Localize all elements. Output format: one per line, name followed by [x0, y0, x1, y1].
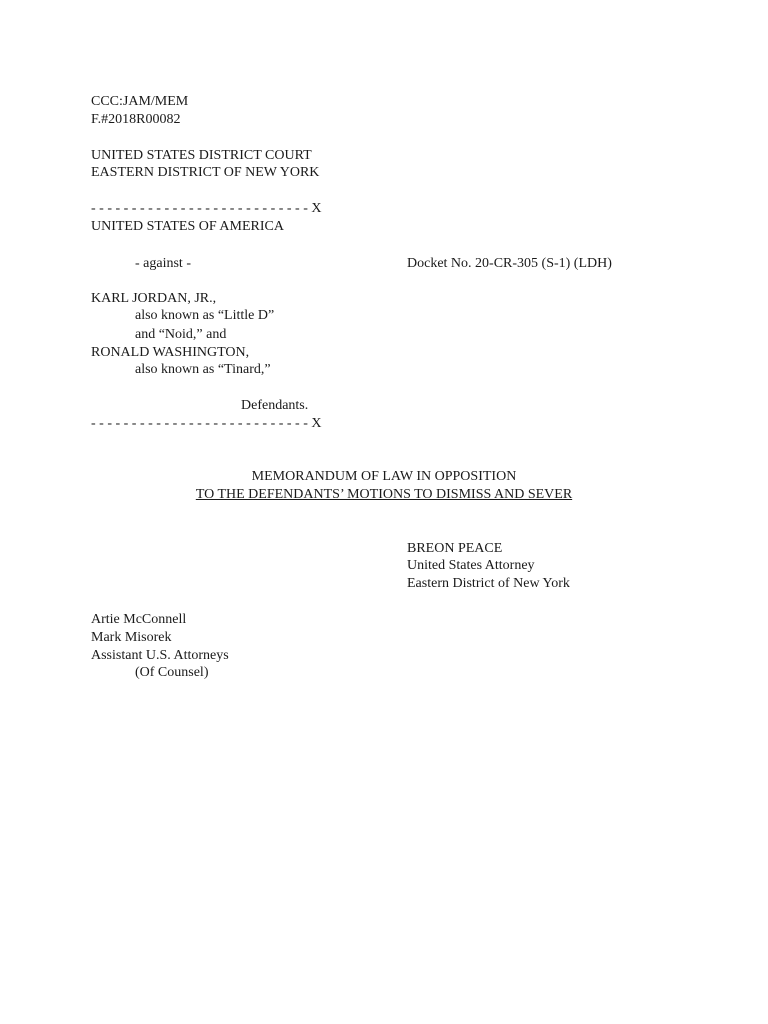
court-district: EASTERN DISTRICT OF NEW YORK — [91, 165, 320, 180]
docket-number: Docket No. 20-CR-305 (S-1) (LDH) — [407, 256, 612, 271]
document-title-line-1: MEMORANDUM OF LAW IN OPPOSITION — [251, 469, 517, 484]
defendant-1-aka-1: also known as “Little D” — [135, 308, 275, 323]
defendant-2-name: RONALD WASHINGTON, — [91, 345, 250, 360]
counsel-name-1: Artie McConnell — [91, 612, 187, 627]
file-initials: CCC:JAM/MEM — [91, 94, 189, 109]
signature-name: BREON PEACE — [407, 541, 503, 556]
defendant-1-name: KARL JORDAN, JR., — [91, 291, 217, 306]
counsel-name-2: Mark Misorek — [91, 630, 172, 645]
file-number: F.#2018R00082 — [91, 112, 181, 127]
plaintiff-name: UNITED STATES OF AMERICA — [91, 219, 284, 234]
against-label: - against - — [135, 256, 191, 271]
caption-rule-bottom: - - - - - - - - - - - - - - - - - - - - - - - - - - - X — [91, 416, 322, 431]
signature-title: United States Attorney — [407, 558, 535, 573]
defendants-label: Defendants. — [241, 398, 309, 413]
counsel-note: (Of Counsel) — [135, 665, 209, 680]
signature-district: Eastern District of New York — [407, 576, 570, 591]
caption-rule-top: - - - - - - - - - - - - - - - - - - - - - - - - - - - X — [91, 201, 322, 216]
defendant-2-aka: also known as “Tinard,” — [135, 362, 271, 377]
document-title-line-2: TO THE DEFENDANTS’ MOTIONS TO DISMISS AND SEVER — [195, 487, 573, 502]
court-name: UNITED STATES DISTRICT COURT — [91, 148, 312, 163]
counsel-role: Assistant U.S. Attorneys — [91, 648, 229, 663]
defendant-1-aka-2: and “Noid,” and — [135, 327, 227, 342]
